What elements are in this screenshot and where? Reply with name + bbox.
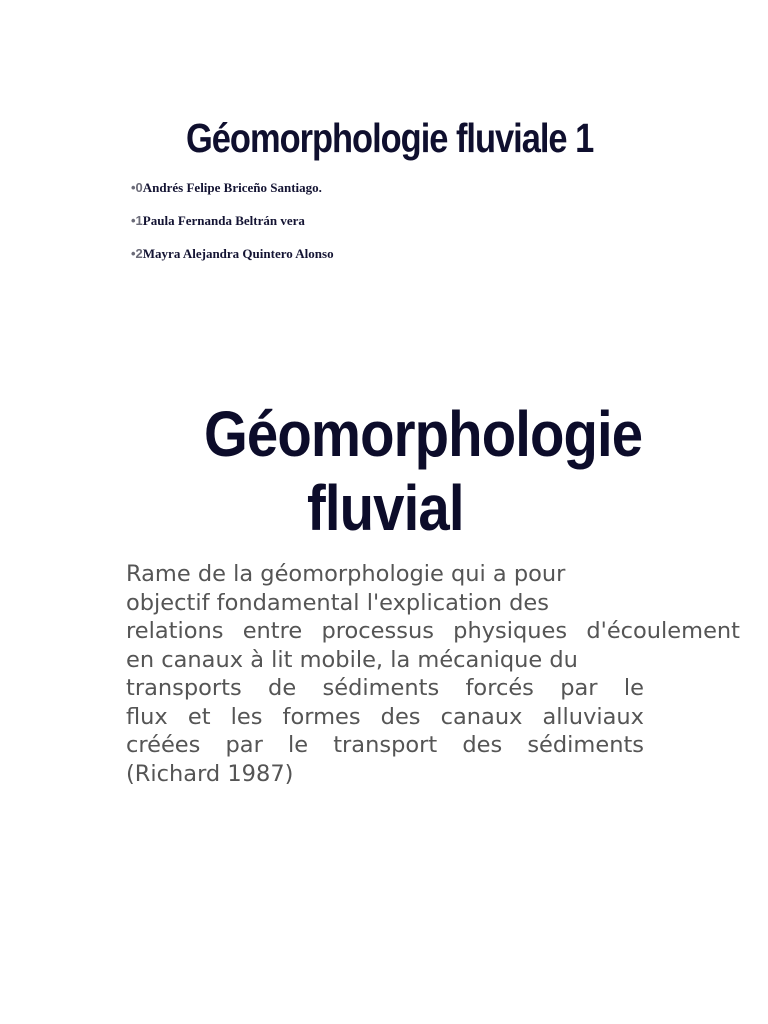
definition-paragraph bbox=[126, 560, 740, 788]
author-item bbox=[131, 178, 334, 211]
author-list bbox=[131, 178, 334, 277]
definition-line: relations entre processus physiques d'écoulement bbox=[126, 618, 740, 644]
definition-line: (Richard 1987) bbox=[126, 760, 294, 787]
author-name: Mayra Alejandra Quintero Alonso bbox=[142, 246, 334, 261]
author-item bbox=[131, 244, 334, 277]
definition-line: Rame de la géomorphologie qui a pour bbox=[126, 561, 566, 587]
section-heading-line-2: fluvial bbox=[307, 472, 464, 544]
definition-line: flux et les formes des canaux alluviaux bbox=[126, 703, 644, 730]
author-marker: •2 bbox=[131, 246, 143, 261]
definition-line: créées par le transport des sédiments bbox=[126, 732, 644, 758]
author-name: Andrés Felipe Briceño Santiago. bbox=[142, 180, 322, 195]
author-name: Paula Fernanda Beltrán vera bbox=[142, 213, 305, 228]
author-marker: •0 bbox=[131, 180, 143, 195]
section-heading-line-1: Géomorphologie bbox=[204, 398, 643, 470]
author-item bbox=[131, 211, 334, 244]
definition-line: transports de sédiments forcés par le bbox=[126, 675, 644, 701]
author-marker: •1 bbox=[131, 213, 143, 228]
definition-line: en canaux à lit mobile, la mécanique du bbox=[126, 646, 578, 673]
definition-line: objectif fondamental l'explication des bbox=[126, 589, 549, 616]
document-title: Géomorphologie fluviale 1 bbox=[186, 115, 594, 161]
